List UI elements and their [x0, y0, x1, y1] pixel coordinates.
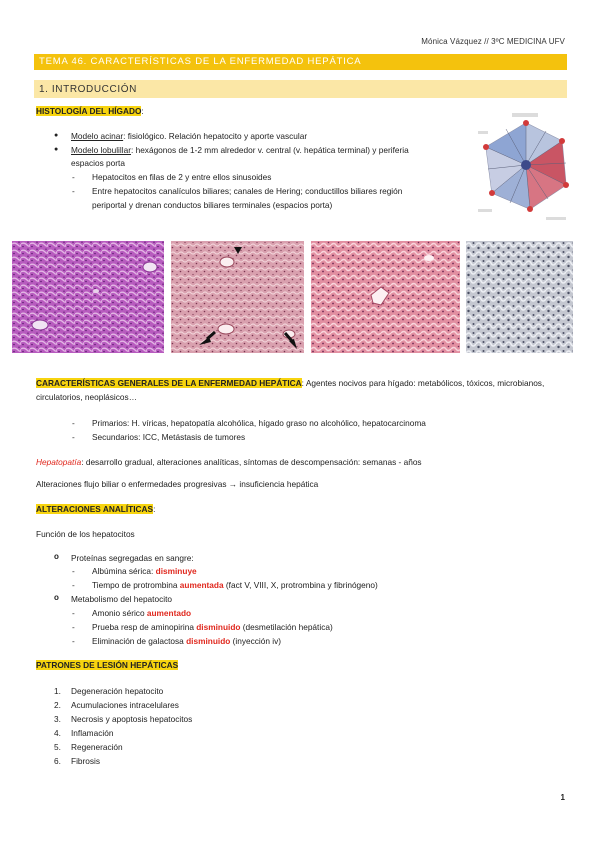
sub-item-canaliculos-continued: periportal y drenan conductos biliares terminales (espacios porta): [92, 200, 333, 210]
patron-item: 4. Inflamación: [54, 728, 114, 738]
patrones-heading: PATRONES DE LESIÓN HEPÁTICAS: [36, 660, 179, 670]
histologia-heading-text: HISTOLOGÍA DEL HÍGADO: [36, 106, 142, 116]
patron-item: 1. Degeneración hepatocito: [54, 686, 164, 696]
amonio-state: aumentado: [146, 608, 192, 618]
protrombina-item: - Tiempo de protrombina aumentada (fact V, VIII, X, protrombina y fibrinógeno): [92, 580, 378, 591]
secundarios-item: - Secundarios: ICC, Metástasis de tumores: [92, 432, 245, 443]
aminopirina-state: disminuido: [196, 622, 241, 632]
lobulillar-bullet: ● Modelo lobulillar: hexágonos de 1-2 mm alrededor v. central (v. hepática terminal) y periferia: [71, 145, 409, 156]
section-title-bar: 1. INTRODUCCIÓN: [34, 80, 567, 98]
aminopirina-item: - Prueba resp de aminopirina disminuido (desmetilación hepática): [92, 622, 333, 633]
micrograph-hepatocytes-grey: [466, 241, 573, 353]
hepatopatia-term: Hepatopatía: [36, 457, 82, 467]
header-author: Mónica Vázquez // 3ºC MEDICINA UFV: [421, 37, 565, 46]
micrograph-lobule-low-power: [12, 241, 164, 353]
acinar-bullet: ● Modelo acinar: fisiológico. Relación hepatocito y aporte vascular: [71, 131, 307, 142]
galactosa-state: disminuido: [186, 636, 231, 646]
liver-lobule-diagram: [476, 109, 575, 229]
patron-item: 5. Regeneración: [54, 742, 123, 752]
flujo-biliar-paragraph: Alteraciones flujo biliar o enfermedades progresivas → insuficiencia hepática: [36, 479, 319, 489]
caracteristicas-continued: circulatorios, neoplásicos…: [36, 392, 137, 402]
sub-item-hepatocitos: - Hepatocitos en filas de 2 y entre ellos sinusoides: [92, 172, 271, 183]
funcion-hepatocitos: Función de los hepatocitos: [36, 529, 135, 539]
histologia-heading: HISTOLOGÍA DEL HÍGADO:: [36, 106, 144, 116]
protrombina-state: aumentada: [179, 580, 224, 590]
micrograph-hepatocytes-he: [311, 241, 460, 353]
hepatopatia-paragraph: Hepatopatía: desarrollo gradual, alteraciones analíticas, síntomas de descompensación: semanas - años: [36, 457, 422, 467]
sub-item-canaliculos: - Entre hepatocitos canalículos biliares; canales de Hering; conductillos biliares región: [92, 186, 402, 197]
caracteristicas-heading: CARACTERÍSTICAS GENERALES DE LA ENFERMEDAD HEPÁTICA: [36, 378, 302, 388]
patrones-heading-line: [36, 660, 178, 671]
galactosa-item: - Eliminación de galactosa disminuido (inyección iv): [92, 636, 281, 647]
patron-item: 2. Acumulaciones intracelulares: [54, 700, 179, 710]
caracteristicas-paragraph: CARACTERÍSTICAS GENERALES DE LA ENFERMEDAD HEPÁTICA: Agentes nocivos para hígado: metabólicos, tóxicos, microbianos,: [36, 378, 545, 388]
lobulillar-term: Modelo lobulillar: [71, 145, 131, 155]
albumina-item: - Albúmina sérica: disminuye: [92, 566, 197, 577]
analiticas-heading-line: ALTERACIONES ANALÍTICAS:: [36, 504, 156, 514]
micrograph-lobule-arrows: [171, 241, 304, 353]
topic-title-bar: TEMA 46. CARACTERÍSTICAS DE LA ENFERMEDAD HEPÁTICA: [34, 54, 567, 70]
amonio-item: - Amonio sérico aumentado: [92, 608, 191, 619]
analiticas-heading: ALTERACIONES ANALÍTICAS: [36, 504, 154, 514]
page-number: 1: [560, 793, 565, 802]
acinar-term: Modelo acinar: [71, 131, 124, 141]
patron-item: 3. Necrosis y apoptosis hepatocitos: [54, 714, 193, 724]
primarios-item: - Primarios: H. víricas, hepatopatía alcohólica, hígado graso no alcohólico, hepatocarcinoma: [92, 418, 426, 429]
proteinas-item: o Proteínas segregadas en sangre:: [71, 553, 194, 564]
metabolismo-item: o Metabolismo del hepatocito: [71, 594, 172, 605]
albumina-state: disminuye: [155, 566, 197, 576]
patron-item: 6. Fibrosis: [54, 756, 101, 766]
lobulillar-continued: espacios porta: [71, 158, 125, 168]
